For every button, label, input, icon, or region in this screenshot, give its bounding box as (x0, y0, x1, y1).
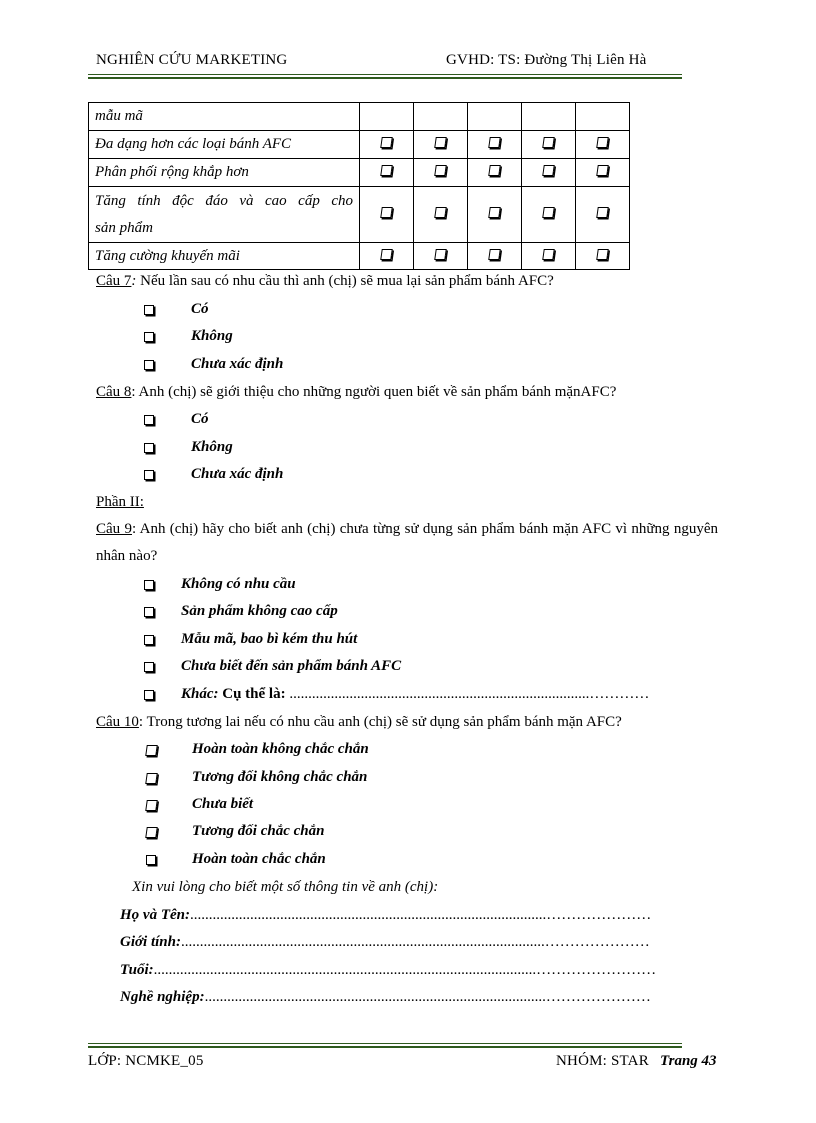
rating-cell (522, 103, 576, 131)
checkbox[interactable] (144, 332, 154, 342)
table-row-label-line1: Tăng tính độc đáo và cao cấp cho (95, 192, 353, 209)
checkbox[interactable] (488, 207, 501, 218)
rating-cell (576, 187, 630, 243)
footer-class: LỚP: NCMKE_05 (88, 1053, 204, 1069)
option-label: Chưa xác định (191, 466, 284, 482)
option-label: Hoàn toàn không chắc chắn (192, 741, 369, 757)
other-specify-label: Cụ thể là: (218, 686, 290, 702)
checkbox[interactable] (144, 305, 154, 315)
rating-cell (414, 103, 468, 131)
rating-cell (468, 243, 522, 270)
question-text: Anh (chị) hãy cho biết anh (chị) chưa từng sử dụng sản phẩm bánh mặn AFC vì những nguyên nhân nào? (96, 521, 719, 564)
option-label: Không (191, 328, 233, 344)
field-label: Họ và Tên: (120, 907, 190, 923)
rating-cell (522, 131, 576, 159)
footer-divider (88, 1043, 682, 1048)
checkbox[interactable] (542, 165, 555, 176)
checkbox[interactable] (144, 470, 154, 480)
option-label: Có (191, 301, 209, 317)
checkbox[interactable] (488, 165, 501, 176)
option-q10-3[interactable] (146, 796, 253, 813)
checkbox[interactable] (434, 207, 447, 218)
question-7 (96, 273, 554, 290)
rating-cell (468, 103, 522, 131)
checkbox[interactable] (596, 165, 609, 176)
question-text: Nếu lần sau có nhu cầu thì anh (chị) sẽ mua lại sản phẩm bánh AFC? (140, 273, 554, 289)
checkbox[interactable] (146, 855, 156, 865)
table-row (89, 131, 630, 159)
field-occupation[interactable] (120, 989, 651, 1006)
question-number: Câu 9 (96, 521, 132, 537)
rating-cell (414, 131, 468, 159)
question-number: Câu 8 (96, 384, 132, 400)
rating-cell (576, 103, 630, 131)
field-input-line[interactable]: ......................................................................................................…………………… (153, 962, 657, 978)
rating-cell (414, 159, 468, 187)
table-row (89, 159, 630, 187)
checkbox[interactable] (144, 580, 154, 590)
question-separator: : (138, 714, 147, 730)
option-label: Không (191, 439, 233, 455)
checkbox[interactable] (145, 773, 158, 784)
rating-cell (360, 187, 414, 243)
field-name[interactable] (120, 907, 651, 924)
checkbox[interactable] (145, 800, 158, 811)
table-row-label (89, 187, 360, 243)
option-q9-2[interactable] (144, 603, 338, 620)
checkbox[interactable] (145, 827, 158, 838)
checkbox[interactable] (380, 249, 393, 260)
checkbox[interactable] (488, 249, 501, 260)
rating-cell (414, 187, 468, 243)
field-input-line[interactable]: .................................................................................................………………… (180, 934, 650, 950)
table-row (89, 243, 630, 270)
question-separator: : (131, 521, 140, 537)
checkbox[interactable] (434, 165, 447, 176)
rating-cell (576, 131, 630, 159)
checkbox[interactable] (380, 165, 393, 176)
rating-cell (468, 159, 522, 187)
footer-group: NHÓM: STAR (556, 1053, 649, 1069)
option-q7-2[interactable] (144, 328, 233, 345)
field-gender[interactable] (120, 934, 650, 951)
checkbox[interactable] (144, 443, 154, 453)
option-q9-other[interactable] (144, 686, 649, 703)
field-label: Nghề nghiệp: (120, 989, 205, 1005)
field-age[interactable] (120, 962, 656, 979)
table-row (89, 103, 630, 131)
field-label: Tuổi: (120, 962, 154, 978)
option-q9-3[interactable] (144, 631, 357, 648)
question-text: Anh (chị) sẽ giới thiệu cho những người quen biết về sản phẩm bánh mặnAFC? (138, 384, 617, 400)
field-input-line[interactable]: ...............................................................................................………………… (189, 907, 652, 923)
checkbox[interactable] (542, 137, 555, 148)
option-q10-1[interactable] (146, 741, 369, 758)
checkbox[interactable] (144, 662, 154, 672)
checkbox[interactable] (434, 249, 447, 260)
option-label: Tương đối không chắc chắn (192, 769, 368, 785)
checkbox[interactable] (144, 360, 154, 370)
rating-cell (414, 243, 468, 270)
rating-cell (468, 187, 522, 243)
rating-cell (522, 243, 576, 270)
rating-cell (360, 131, 414, 159)
question-separator: : (131, 384, 139, 400)
option-label: Có (191, 411, 209, 427)
field-input-line[interactable]: ...........................................................................................………………… (204, 989, 651, 1005)
other-specify-input[interactable]: ................................................................................………… (289, 686, 650, 702)
option-q7-1[interactable] (144, 301, 209, 318)
checkbox[interactable] (596, 207, 609, 218)
rating-cell (522, 159, 576, 187)
checkbox[interactable] (145, 745, 158, 756)
question-10 (96, 714, 622, 731)
checkbox[interactable] (380, 137, 393, 148)
personal-info-intro: Xin vui lòng cho biết một số thông tin về anh (chị): (132, 879, 439, 895)
rating-cell (468, 131, 522, 159)
table-row-label: mẫu mã (89, 103, 360, 131)
option-label: Không có nhu cầu (181, 576, 296, 592)
option-q10-5[interactable] (146, 851, 326, 868)
option-q8-3[interactable] (144, 466, 283, 483)
checkbox[interactable] (144, 635, 154, 645)
option-q8-1[interactable] (144, 411, 209, 428)
option-label: Chưa biết (192, 796, 254, 812)
table-row (89, 187, 630, 243)
checkbox[interactable] (596, 249, 609, 260)
section-heading: Phần II: (96, 494, 144, 510)
option-q7-3[interactable] (144, 356, 283, 373)
checkbox[interactable] (144, 607, 154, 617)
question-number: Câu 10 (96, 714, 139, 730)
option-label: Khác: (181, 686, 219, 702)
option-label: Chưa biết đến sản phẩm bánh AFC (181, 658, 402, 674)
option-q8-2[interactable] (144, 439, 233, 456)
option-label: Chưa xác định (191, 356, 284, 372)
rating-cell (576, 243, 630, 270)
option-q10-4[interactable] (146, 823, 324, 840)
rating-cell (360, 103, 414, 131)
table-row-label: Tăng cường khuyến mãi (89, 243, 360, 270)
table-row-label: Phân phối rộng khắp hơn (89, 159, 360, 187)
option-q9-1[interactable] (144, 576, 296, 593)
checkbox[interactable] (434, 137, 447, 148)
option-label: Sản phẩm không cao cấp (181, 603, 338, 619)
field-label: Giới tính: (120, 934, 181, 950)
option-label: Tương đối chắc chắn (192, 823, 325, 839)
rating-table (88, 102, 630, 270)
question-number: Câu 7 (96, 273, 132, 289)
table-row-label: Đa dạng hơn các loại bánh AFC (89, 131, 360, 159)
rating-cell (522, 187, 576, 243)
question-text: Trong tương lai nếu có nhu cầu anh (chị) sẽ sử dụng sản phẩm bánh mặn AFC? (146, 714, 622, 730)
header-divider (88, 74, 682, 79)
question-9 (96, 516, 718, 570)
checkbox[interactable] (542, 207, 555, 218)
option-q9-4[interactable] (144, 658, 401, 675)
page-number: Trang 43 (660, 1053, 717, 1069)
rating-cell (576, 159, 630, 187)
rating-cell (360, 159, 414, 187)
checkbox[interactable] (144, 690, 154, 700)
question-separator: : (131, 273, 141, 289)
header-advisor: GVHD: TS: Đường Thị Liên Hà (446, 52, 647, 68)
checkbox[interactable] (488, 137, 501, 148)
option-label: Mẫu mã, bao bì kém thu hút (181, 631, 358, 647)
checkbox[interactable] (542, 249, 555, 260)
option-label: Hoàn toàn chắc chắn (192, 851, 326, 867)
table-row-label-line2: sản phẩm (95, 219, 153, 236)
checkbox[interactable] (144, 415, 154, 425)
header-course-title: NGHIÊN CỨU MARKETING (96, 52, 288, 68)
checkbox[interactable] (596, 137, 609, 148)
checkbox[interactable] (380, 207, 393, 218)
question-8 (96, 384, 616, 401)
option-q10-2[interactable] (146, 769, 367, 786)
rating-cell (360, 243, 414, 270)
